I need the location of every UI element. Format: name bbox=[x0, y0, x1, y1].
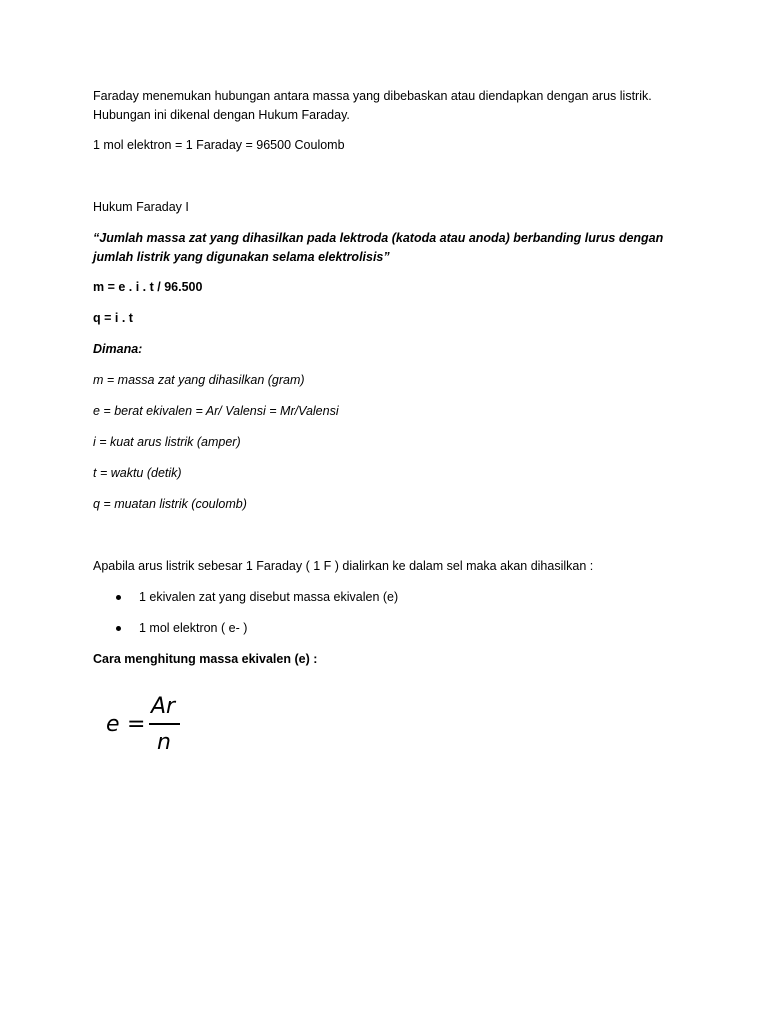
definition-i: i = kuat arus listrik (amper) bbox=[93, 435, 241, 449]
bullet-dot-2 bbox=[116, 626, 121, 631]
formula-m: m = e . i . t / 96.500 bbox=[93, 280, 203, 294]
law1-quote-line-1: “Jumlah massa zat yang dihasilkan pada lektroda (katoda atau anoda) berbanding lurus dengan bbox=[93, 231, 664, 245]
definition-m: m = massa zat yang dihasilkan (gram) bbox=[93, 373, 305, 387]
where-label: Dimana: bbox=[93, 342, 143, 356]
intro-line-1: Faraday menemukan hubungan antara massa yang dibebaskan atau diendapkan dengan arus listrik. bbox=[93, 89, 652, 103]
faraday-statement: Apabila arus listrik sebesar 1 Faraday ( 1 F ) dialirkan ke dalam sel maka akan dihasilkan : bbox=[93, 559, 594, 573]
law1-heading: Hukum Faraday I bbox=[93, 200, 189, 214]
definition-q: q = muatan listrik (coulomb) bbox=[93, 497, 247, 511]
law1-quote-line-2: jumlah listrik yang digunakan selama elektrolisis” bbox=[93, 250, 390, 264]
fraction-bar bbox=[149, 723, 180, 725]
definition-e: e = berat ekivalen = Ar/ Valensi = Mr/Valensi bbox=[93, 404, 339, 418]
calc-heading: Cara menghitung massa ekivalen (e) : bbox=[93, 652, 318, 666]
formula-numerator: Ar bbox=[151, 694, 176, 719]
definition-t: t = waktu (detik) bbox=[93, 466, 182, 480]
formula-equals: = bbox=[127, 712, 146, 737]
equivalent-mass-formula bbox=[104, 696, 194, 756]
formula-denominator: n bbox=[157, 730, 171, 755]
mol-equivalence: 1 mol elektron = 1 Faraday = 96500 Coulomb bbox=[93, 138, 345, 152]
bullet-item-2: 1 mol elektron ( e- ) bbox=[139, 621, 248, 635]
intro-line-2: Hubungan ini dikenal dengan Hukum Faraday. bbox=[93, 108, 350, 122]
formula-q: q = i . t bbox=[93, 311, 133, 325]
bullet-dot-1 bbox=[116, 595, 121, 600]
bullet-item-1: 1 ekivalen zat yang disebut massa ekivalen (e) bbox=[139, 590, 399, 604]
formula-lhs: e bbox=[106, 712, 120, 737]
